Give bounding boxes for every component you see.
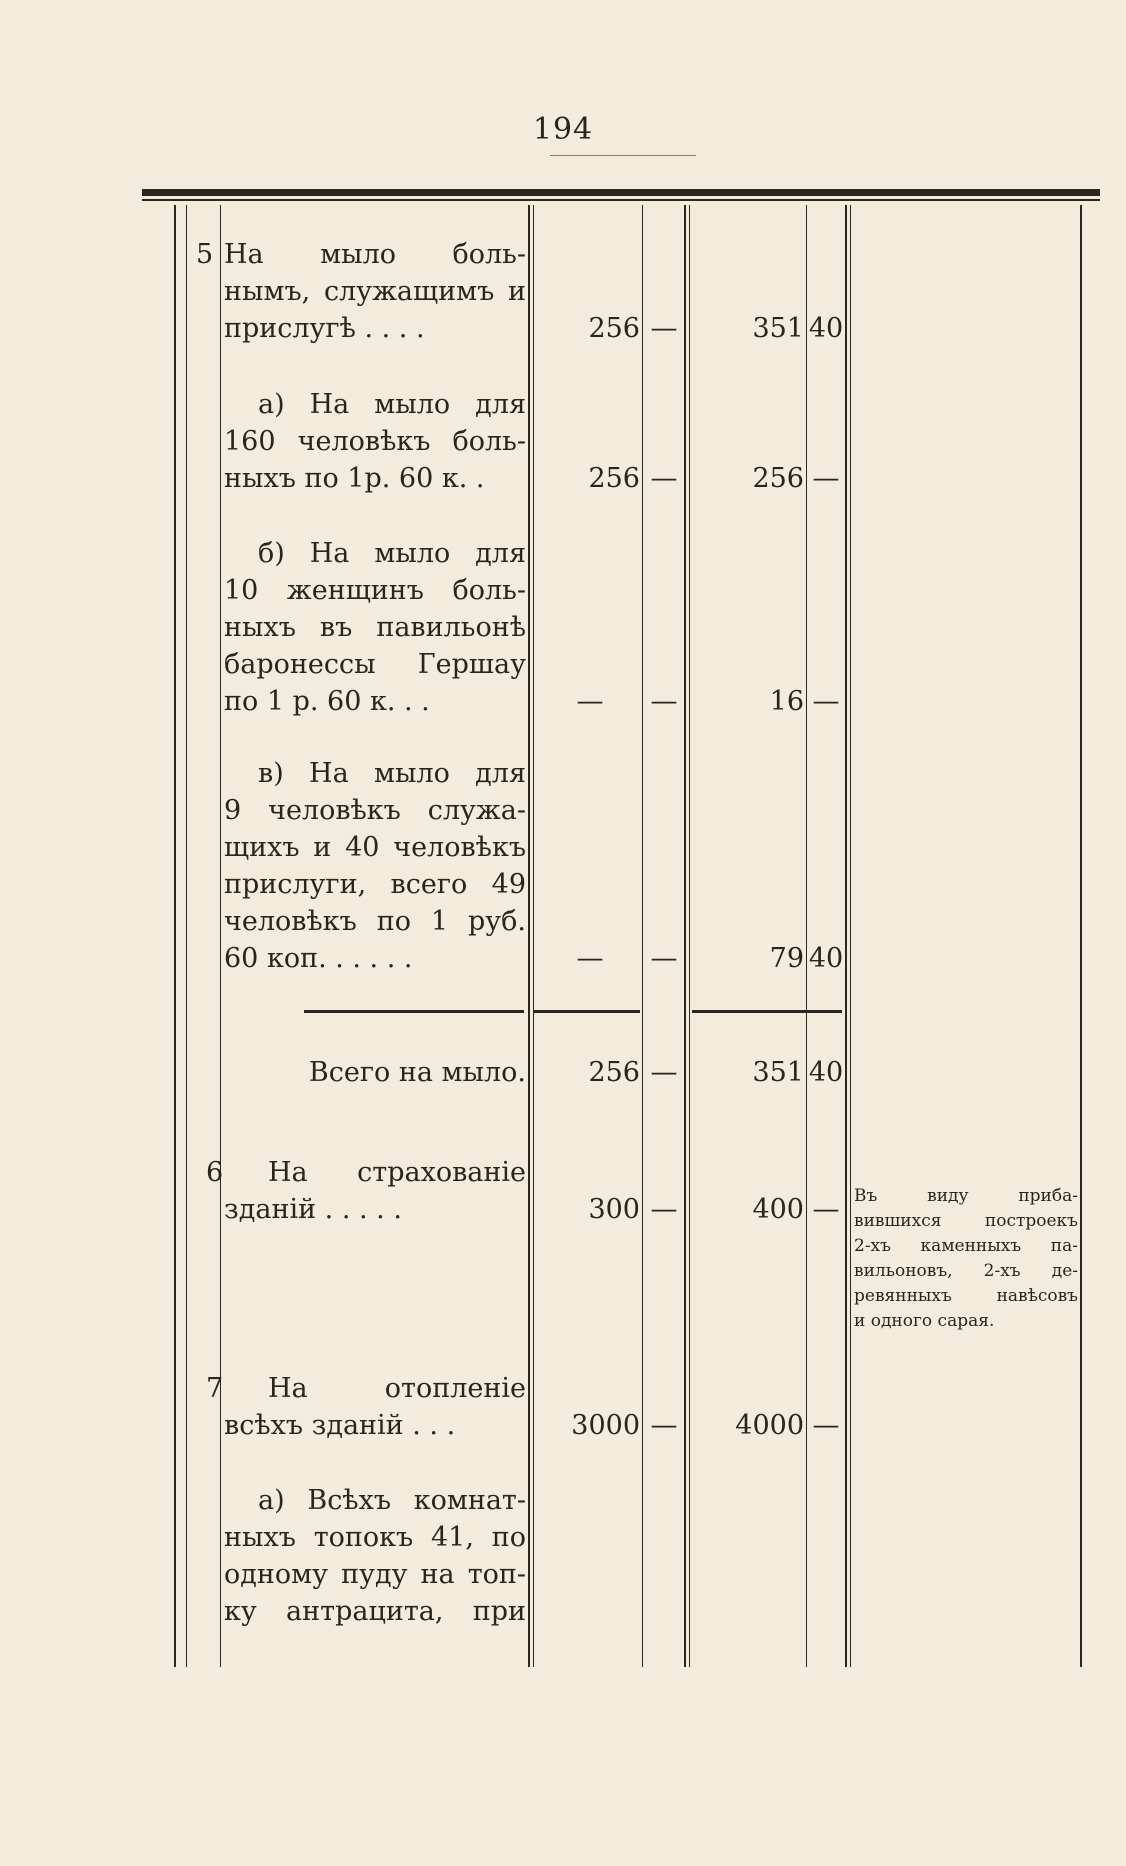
- row-text-line: одному пуду на топ-: [224, 1559, 526, 1590]
- row-text-line: ныхъ въ павильонѣ: [224, 612, 526, 643]
- amount-rub: —: [576, 686, 604, 717]
- page-number-rule: [550, 155, 696, 156]
- col2-kop-divider: [806, 205, 807, 1667]
- subtotal-rub: 256: [588, 1057, 640, 1088]
- row-text-line: щихъ и 40 человѣкъ: [224, 832, 526, 863]
- col1-right-divider-inner: [689, 205, 690, 1667]
- amount-rub: 79: [769, 943, 804, 974]
- amount-rub: —: [576, 943, 604, 974]
- subtotal-label: Всего на мыло.: [308, 1057, 526, 1088]
- subtotal-rub: 351: [752, 1057, 804, 1088]
- row-text-line: 160 человѣкъ боль-: [224, 426, 526, 457]
- page-number: 194: [532, 112, 594, 147]
- row-text-line: 9 человѣкъ служа-: [224, 795, 526, 826]
- row-text-line: прислуги, всего 49: [224, 869, 526, 900]
- amount-kop: —: [650, 1410, 678, 1441]
- amount-kop: —: [812, 686, 840, 717]
- row-text-line: ныхъ по 1р. 60 к. .: [224, 463, 485, 494]
- row-text-line: ныхъ топокъ 41, по: [224, 1522, 526, 1553]
- amount-kop: —: [812, 1410, 840, 1441]
- amount-rub: 4000: [735, 1410, 804, 1441]
- row-text-line: а) На мыло для: [258, 389, 526, 420]
- row-text-line: ку антрацита, при: [224, 1596, 526, 1627]
- amount-rub: 16: [769, 686, 804, 717]
- amount-kop: —: [650, 313, 678, 344]
- col1-kop-divider: [642, 205, 643, 1667]
- row-text-line: зданій . . . . .: [224, 1194, 402, 1225]
- subtotal-rule-col1: [534, 1010, 640, 1013]
- row-number: 5: [196, 239, 214, 270]
- col1-right-divider: [684, 205, 686, 1667]
- row-number: 7: [206, 1373, 224, 1404]
- table-top-rule: [142, 189, 1100, 196]
- subtotal-rule-text: [304, 1010, 524, 1013]
- row-text-line: человѣкъ по 1 руб.: [224, 906, 526, 937]
- row-text-line: На мыло боль-: [224, 239, 526, 270]
- amount-kop: —: [650, 686, 678, 717]
- row-text-line: б) На мыло для: [258, 538, 526, 569]
- margin-note: Въ виду приба- вившихся построекъ 2-хъ каменныхъ па- вильоновъ, 2-хъ де- ревянныхъ навѣсовъ и одного сарая.: [854, 1186, 1078, 1331]
- amount-kop: 40: [808, 313, 844, 344]
- amount-rub: 3000: [571, 1410, 640, 1441]
- num-column-divider: [220, 205, 221, 1667]
- table-border-left-inner: [186, 205, 187, 1667]
- subtotal-kop: 40: [808, 1057, 844, 1088]
- row-text-line: баронессы Гершау: [224, 649, 526, 680]
- amount-rub: 351: [752, 313, 804, 344]
- row-text-line: в) На мыло для: [258, 758, 526, 789]
- col2-right-divider: [845, 205, 847, 1667]
- amount-rub: 300: [588, 1194, 640, 1225]
- col2-right-divider-inner: [850, 205, 851, 1667]
- row-text-line: На страхованіе: [268, 1157, 526, 1188]
- subtotal-rule-col2: [692, 1010, 842, 1013]
- row-text-line: всѣхъ зданій . . .: [224, 1410, 456, 1441]
- text-column-divider: [528, 205, 530, 1667]
- amount-rub: 256: [752, 463, 804, 494]
- row-text-line: а) Всѣхъ комнат-: [258, 1485, 526, 1516]
- row-text-line: На отопленіе: [268, 1373, 526, 1404]
- amount-rub: 256: [588, 313, 640, 344]
- row-number: 6: [206, 1157, 224, 1188]
- row-text-line: 10 женщинъ боль-: [224, 575, 526, 606]
- amount-kop: —: [650, 943, 678, 974]
- amount-rub: 256: [588, 463, 640, 494]
- row-text-line: нымъ, служащимъ и: [224, 276, 526, 307]
- amount-kop: —: [650, 463, 678, 494]
- amount-kop: —: [650, 1194, 678, 1225]
- row-text-line: 60 коп. . . . . .: [224, 943, 413, 974]
- table-top-rule-thin: [142, 199, 1100, 201]
- row-text-line: по 1 р. 60 к. . .: [224, 686, 430, 717]
- table-border-right: [1080, 205, 1082, 1667]
- text-column-divider-inner: [533, 205, 534, 1667]
- amount-rub: 400: [752, 1194, 804, 1225]
- table-border-left: [174, 205, 176, 1667]
- amount-kop: —: [812, 1194, 840, 1225]
- row-text-line: прислугѣ . . . .: [224, 313, 425, 344]
- subtotal-kop: —: [650, 1057, 678, 1088]
- amount-kop: 40: [808, 943, 844, 974]
- amount-kop: —: [812, 463, 840, 494]
